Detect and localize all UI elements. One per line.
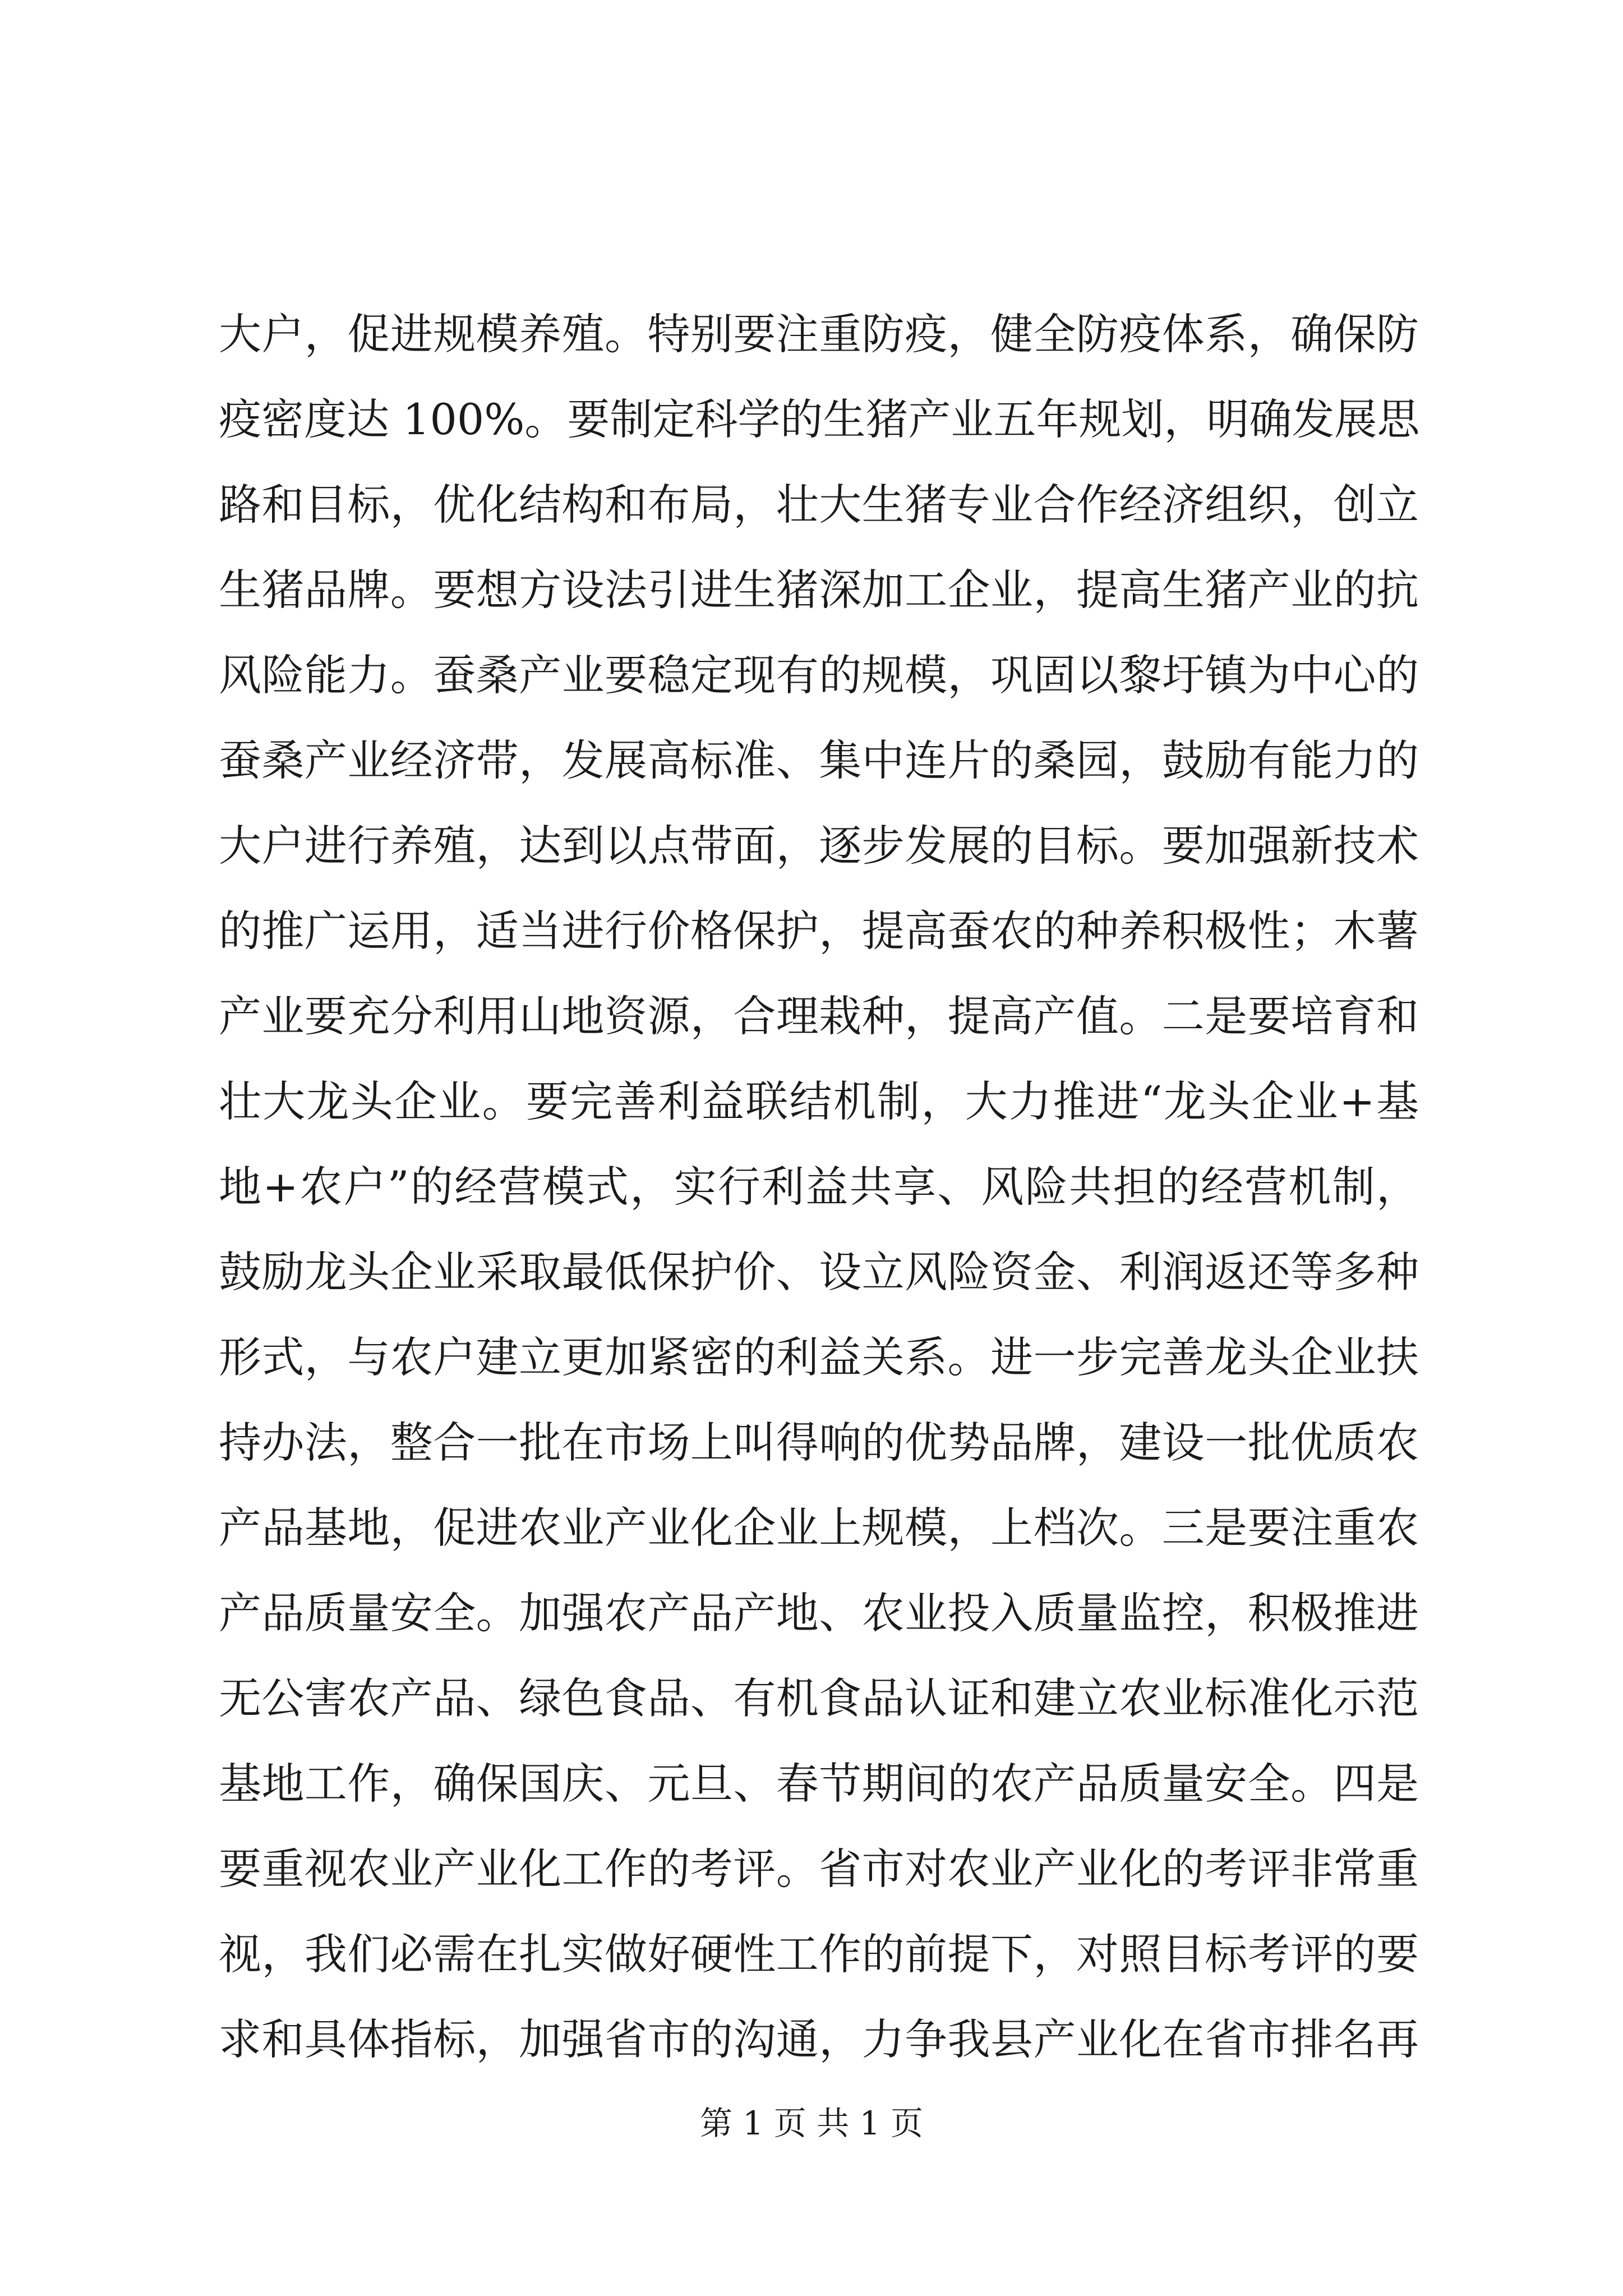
- text-line: 大户，促进规模养殖。特别要注重防疫，健全防疫体系，确保防: [219, 309, 1419, 359]
- text-line: 生猪品牌。要想方设法引进生猪深加工企业，提高生猪产业的抗: [219, 565, 1419, 615]
- text-line: 无公害农产品、绿色食品、有机食品认证和建立农业标准化示范: [219, 1673, 1419, 1723]
- text-line: 鼓励龙头企业采取最低保护价、设立风险资金、利润返还等多种: [219, 1247, 1419, 1297]
- page-number: 第 1 页 共 1 页: [700, 2104, 923, 2142]
- text-line: 持办法，整合一批在市场上叫得响的优势品牌，建设一批优质农: [219, 1418, 1419, 1467]
- text-line: 蚕桑产业经济带，发展高标准、集中连片的桑园，鼓励有能力的: [219, 735, 1419, 785]
- text-line: 风险能力。蚕桑产业要稳定现有的规模，巩固以黎圩镇为中心的: [219, 650, 1419, 700]
- text-line: 形式，与农户建立更加紧密的利益关系。进一步完善龙头企业扶: [219, 1332, 1419, 1382]
- text-line: 的推广运用，适当进行价格保护，提高蚕农的种养积极性；木薯: [219, 906, 1419, 956]
- text-line: 要重视农业产业化工作的考评。省市对农业产业化的考评非常重: [219, 1844, 1419, 1894]
- text-line: 基地工作，确保国庆、元旦、春节期间的农产品质量安全。四是: [219, 1759, 1419, 1809]
- text-line: 求和具体指标，加强省市的沟通，力争我县产业化在省市排名再: [219, 2014, 1419, 2064]
- text-line: 产品质量安全。加强农产品产地、农业投入质量监控，积极推进: [219, 1588, 1419, 1638]
- text-line: 疫密度达 100%。要制定科学的生猪产业五年规划，明确发展思: [219, 394, 1420, 444]
- text-line: 产业要充分利用山地资源，合理栽种，提高产值。二是要培育和: [219, 991, 1419, 1041]
- text-line: 壮大龙头企业。要完善利益联结机制，大力推进“龙头企业+基: [219, 1076, 1419, 1126]
- text-line: 地+农户”的经营模式，实行利益共享、风险共担的经营机制，: [219, 1162, 1419, 1212]
- text-line: 产品基地，促进农业产业化企业上规模，上档次。三是要注重农: [219, 1503, 1419, 1553]
- text-line: 路和目标，优化结构和布局，壮大生猪专业合作经济组织，创立: [219, 480, 1419, 530]
- body-paragraph: [219, 292, 1419, 2082]
- text-line: 大户进行养殖，达到以点带面，逐步发展的目标。要加强新技术: [219, 821, 1419, 871]
- text-line: 视，我们必需在扎实做好硬性工作的前提下，对照目标考评的要: [219, 1929, 1419, 1979]
- page-footer: [0, 2101, 1623, 2146]
